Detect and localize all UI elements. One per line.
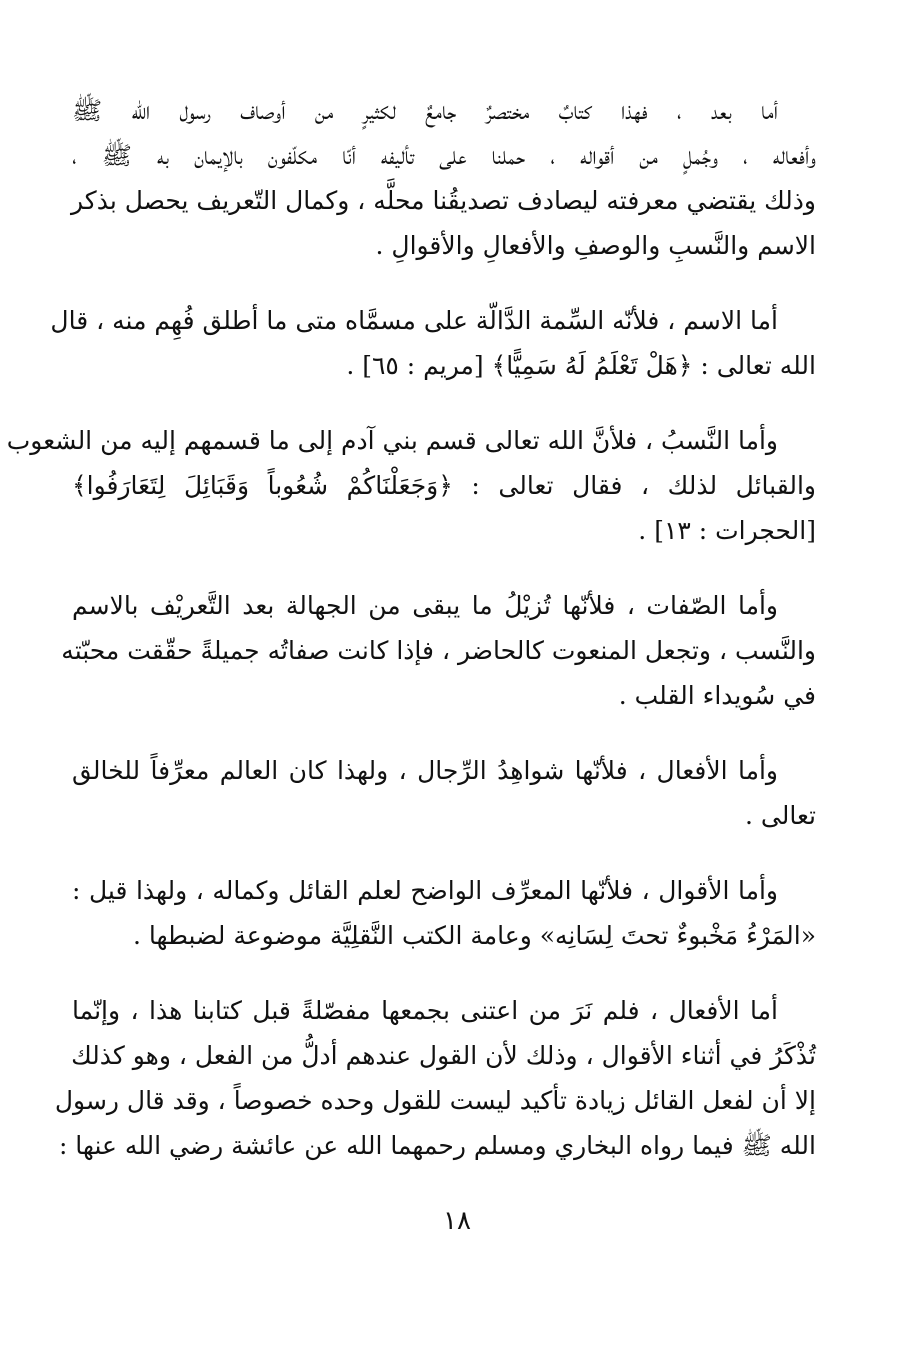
text-line: الاسم والنَّسبِ والوصفِ والأفعالِ والأقوالِ . — [375, 231, 816, 260]
text-line: في سُويداء القلب . — [618, 681, 816, 710]
text-line: أما الاسم ، فلأنّه السِّمة الدَّالّة على مسمَّاه متى ما أطلق فُهِم منه ، قال — [50, 306, 778, 335]
text-line: وذلك يقتضي معرفته ليصادف تصديقُنا محلَّه ، وكمال التّعريف يحصل بذكر — [71, 186, 816, 215]
page-number: ١٨ — [443, 1206, 471, 1236]
page-body — [6, 88, 816, 1198]
text-line: الله تعالى : ﴿هَلْ تَعْلَمُ لَهُ سَمِيًّا﴾ [مريم : ٦٥] . — [346, 351, 816, 380]
paragraph-sayings — [72, 868, 816, 958]
text-line: إلا أن لفعل القائل زيادة تأكيد ليست للقول وحده خصوصاً ، وقد قال رسول — [54, 1086, 816, 1115]
paragraph-deeds — [72, 748, 816, 838]
paragraph-intro — [72, 88, 816, 268]
paragraph-attributes — [61, 583, 816, 718]
text-line: وأما النَّسبُ ، فلأنَّ الله تعالى قسم بني آدم إلى ما قسمهم إليه من الشعوب — [6, 426, 778, 455]
text-line: أما بعد ، فهذا كتابٌ مختصرٌ جامعٌ لكثيرٍ من أوصاف رسول الله ﷺ — [72, 96, 778, 125]
text-line: والنَّسب ، وتجعل المنعوت كالحاضر ، فإذا كانت صفاتُه جميلةً حقّقت محبّته — [61, 636, 816, 665]
text-line: وأما الأفعال ، فلأنّها شواهِدُ الرِّجال ، ولهذا كان العالم معرِّفاً للخالق — [72, 756, 778, 785]
text-line: أما الأفعال ، فلم نَرَ من اعتنى بجمعها مفصّلةً قبل كتابنا هذا ، وإنّما — [72, 996, 778, 1025]
text-line: تعالى . — [745, 801, 816, 830]
text-line: [الحجرات : ١٣] . — [638, 516, 816, 545]
paragraph-name — [50, 298, 816, 388]
paragraph-lineage — [6, 418, 816, 553]
text-line: والقبائل لذلك ، فقال تعالى : ﴿وَجَعَلْنَاكُمْ شُعُوباً وَقَبَائِلَ لِتَعَارَفُوا﴾ — [72, 471, 816, 500]
text-line: وأما الأقوال ، فلأنّها المعرِّف الواضح لعلم القائل وكماله ، ولهذا قيل : — [72, 876, 778, 905]
text-line: وأفعاله ، وجُملٍ من أقواله ، حملنا على تأليفه أنّا مكلّفون بالإيمان به ﷺ ، — [72, 141, 816, 170]
text-line: تُذْكَرُ في أثناء الأقوال ، وذلك لأن القول عندهم أدلُّ من الفعل ، وهو كذلك — [71, 1041, 816, 1070]
text-line: «المَرْءُ مَخْبوءٌ تحتَ لِسَانِه» وعامة الكتب النَّقلِيَّة موضوعة لضبطها . — [132, 921, 816, 950]
text-line: الله ﷺ فيما رواه البخاري ومسلم رحمهما الله عن عائشة رضي الله عنها : — [58, 1131, 816, 1160]
paragraph-deeds-collection — [54, 988, 816, 1168]
text-line: وأما الصّفات ، فلأنّها تُزيْلُ ما يبقى من الجهالة بعد التَّعريْف بالاسم — [72, 591, 778, 620]
